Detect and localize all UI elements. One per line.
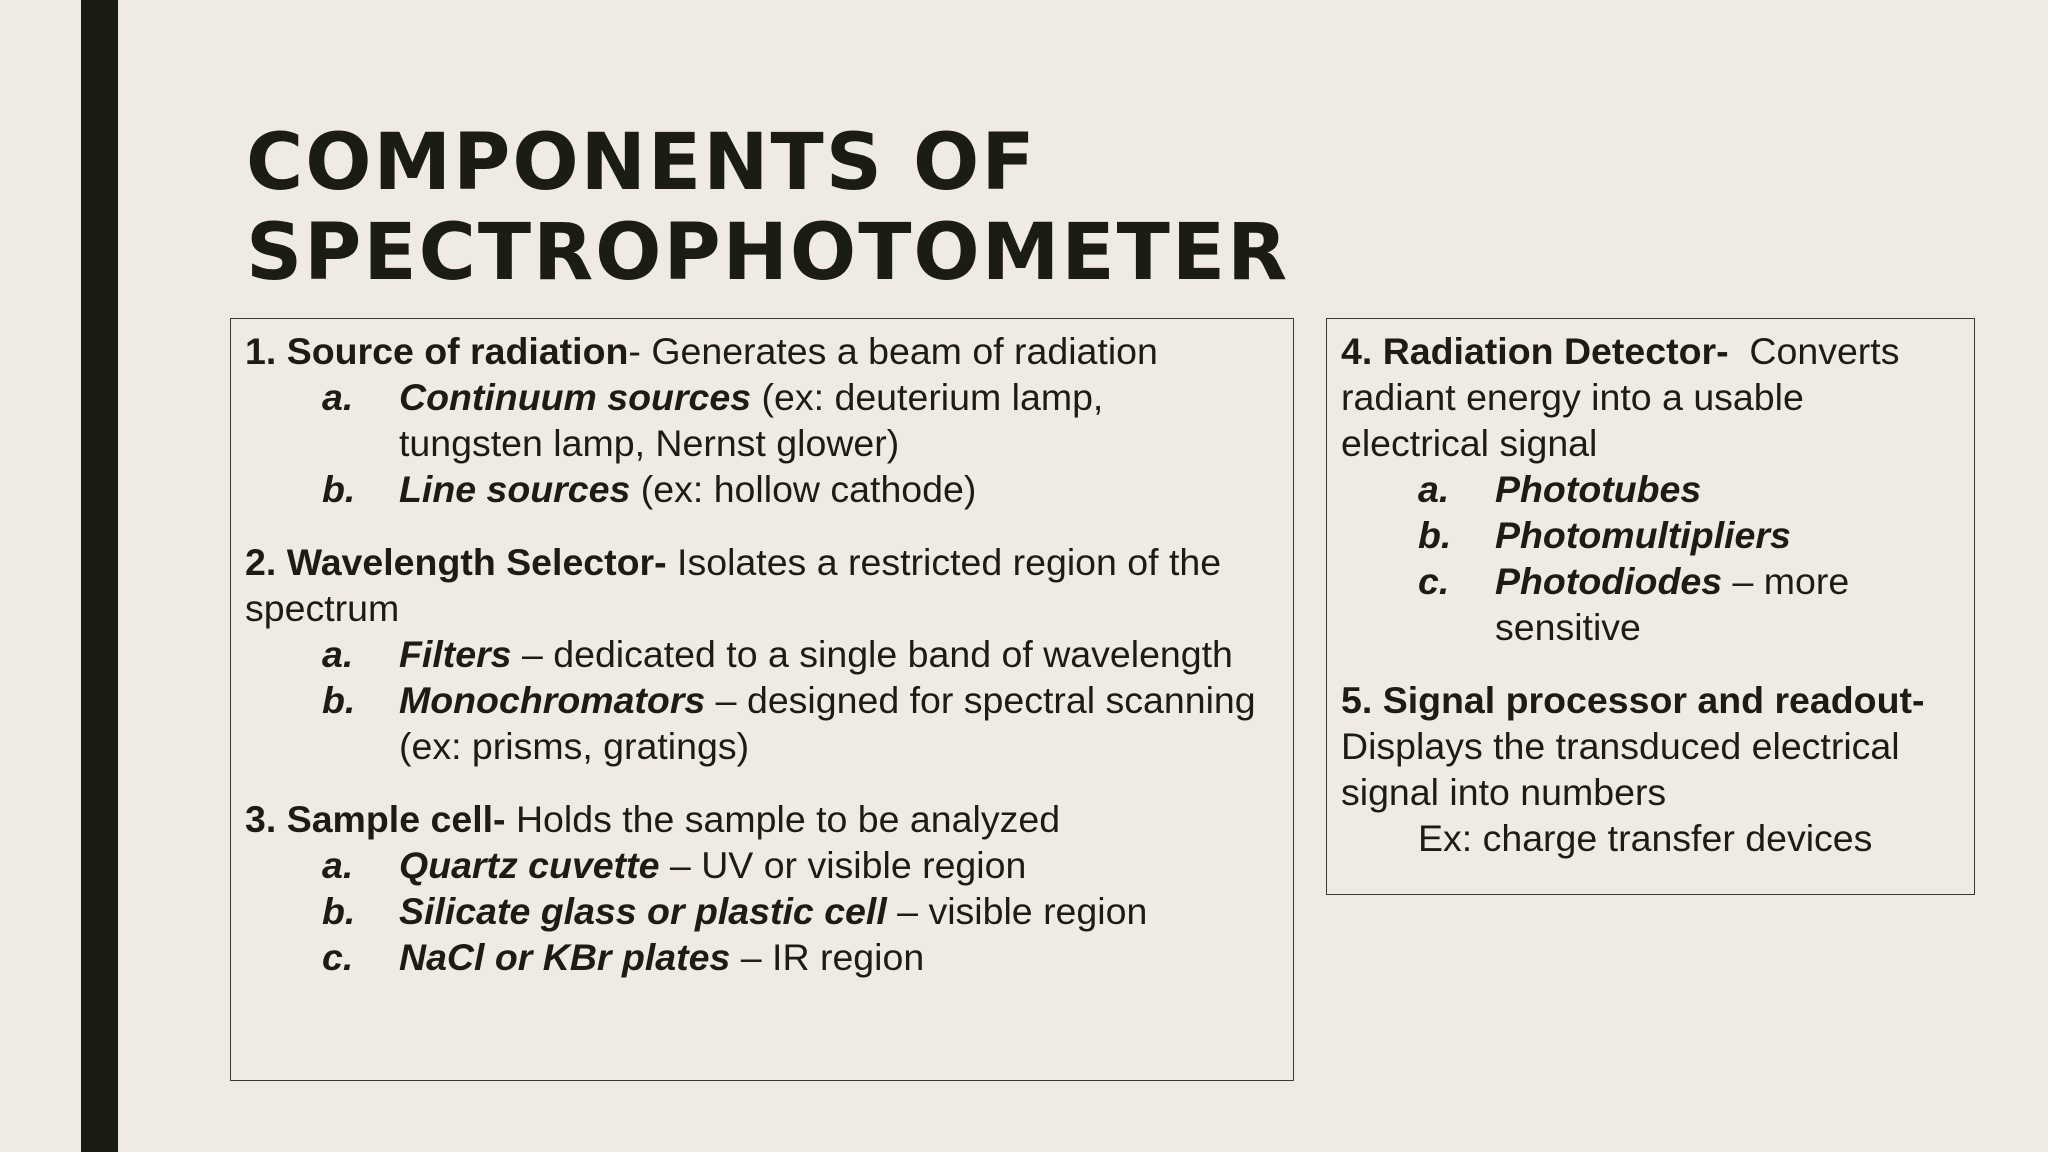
list-item	[245, 842, 1279, 888]
section-description-continued: spectrum	[245, 587, 400, 629]
list-item-text	[399, 934, 1279, 980]
section-description: Converts	[1728, 330, 1900, 372]
section-spacer	[245, 769, 1279, 796]
list-marker: b.	[322, 679, 356, 721]
section-heading-line	[245, 328, 1279, 374]
section-example: Ex: charge transfer devices	[1418, 817, 1873, 859]
list-item-text	[399, 466, 1279, 512]
section-description-continued: electrical signal	[1341, 422, 1598, 464]
list-item	[245, 374, 1279, 466]
list-item	[1341, 466, 1960, 512]
section-radiation-detector	[1341, 328, 1960, 650]
list-marker: b.	[322, 468, 356, 510]
list-item-text	[399, 631, 1279, 677]
item-detail: – IR region	[730, 936, 925, 978]
item-term: Photomultipliers	[1495, 514, 1791, 556]
item-term: Line sources	[399, 468, 631, 510]
item-term: Quartz cuvette	[399, 844, 660, 886]
section-signal-processor	[1341, 677, 1960, 861]
item-term: Continuum sources	[399, 376, 752, 418]
section-description: Isolates a restricted region of the	[666, 541, 1222, 583]
item-term: Photodiodes	[1495, 560, 1723, 602]
left-content-box	[230, 318, 1294, 1081]
list-item	[245, 631, 1279, 677]
section-heading: 4. Radiation Detector-	[1341, 330, 1729, 372]
list-item-text	[1495, 558, 1960, 650]
item-detail-continued: sensitive	[1495, 606, 1641, 648]
list-marker: c.	[1418, 560, 1450, 602]
section-heading-line	[245, 539, 1279, 585]
list-item-text	[399, 374, 1279, 466]
list-marker: a.	[1418, 468, 1450, 510]
section-heading: 2. Wavelength Selector-	[245, 541, 667, 583]
list-marker: c.	[322, 936, 354, 978]
section-heading-line	[245, 796, 1279, 842]
title-line-2: SPECTROPHOTOMETER	[246, 208, 1290, 298]
section-description: Displays the transduced electrical	[1341, 725, 1900, 767]
list-item-text	[399, 888, 1279, 934]
right-content-box	[1326, 318, 1975, 895]
list-marker: b.	[322, 890, 356, 932]
list-item	[245, 934, 1279, 980]
item-term: NaCl or KBr plates	[399, 936, 731, 978]
section-description: Holds the sample to be analyzed	[505, 798, 1061, 840]
slide-title	[246, 118, 1746, 298]
accent-bar	[81, 0, 118, 1152]
list-item-text	[399, 842, 1279, 888]
item-term: Phototubes	[1495, 468, 1702, 510]
section-description-continued: radiant energy into a usable	[1341, 376, 1804, 418]
section-wavelength-selector	[245, 539, 1279, 769]
list-item	[245, 466, 1279, 512]
list-item	[245, 888, 1279, 934]
item-detail: – more	[1722, 560, 1850, 602]
item-detail-continued: (ex: prisms, gratings)	[399, 725, 750, 767]
list-item-text	[1495, 512, 1960, 558]
section-spacer	[1341, 650, 1960, 677]
list-marker: a.	[322, 844, 354, 886]
section-heading-line	[1341, 328, 1960, 374]
section-sample-cell	[245, 796, 1279, 980]
item-term: Filters	[399, 633, 512, 675]
list-item	[245, 677, 1279, 769]
item-detail: (ex: deuterium lamp,	[751, 376, 1104, 418]
list-marker: b.	[1418, 514, 1452, 556]
item-detail: – dedicated to a single band of wavelength	[511, 633, 1233, 675]
section-spacer	[245, 512, 1279, 539]
item-detail: – UV or visible region	[659, 844, 1027, 886]
section-source-of-radiation	[245, 328, 1279, 512]
list-item-text	[399, 677, 1279, 769]
section-description-continued: signal into numbers	[1341, 771, 1667, 813]
section-heading: 5. Signal processor and readout-	[1341, 679, 1925, 721]
list-marker: a.	[322, 633, 354, 675]
item-detail-continued: tungsten lamp, Nernst glower)	[399, 422, 900, 464]
item-detail: (ex: hollow cathode)	[630, 468, 977, 510]
item-detail: – visible region	[886, 890, 1148, 932]
title-line-1: COMPONENTS OF	[246, 118, 1037, 208]
list-marker: a.	[322, 376, 354, 418]
item-term: Monochromators	[399, 679, 706, 721]
list-item	[1341, 512, 1960, 558]
section-heading: 1. Source of radiation	[245, 330, 629, 372]
section-heading: 3. Sample cell-	[245, 798, 506, 840]
list-item-text	[1495, 466, 1960, 512]
item-term: Silicate glass or plastic cell	[399, 890, 887, 932]
section-description: - Generates a beam of radiation	[628, 330, 1158, 372]
list-item	[1341, 558, 1960, 650]
item-detail: – designed for spectral scanning	[705, 679, 1256, 721]
